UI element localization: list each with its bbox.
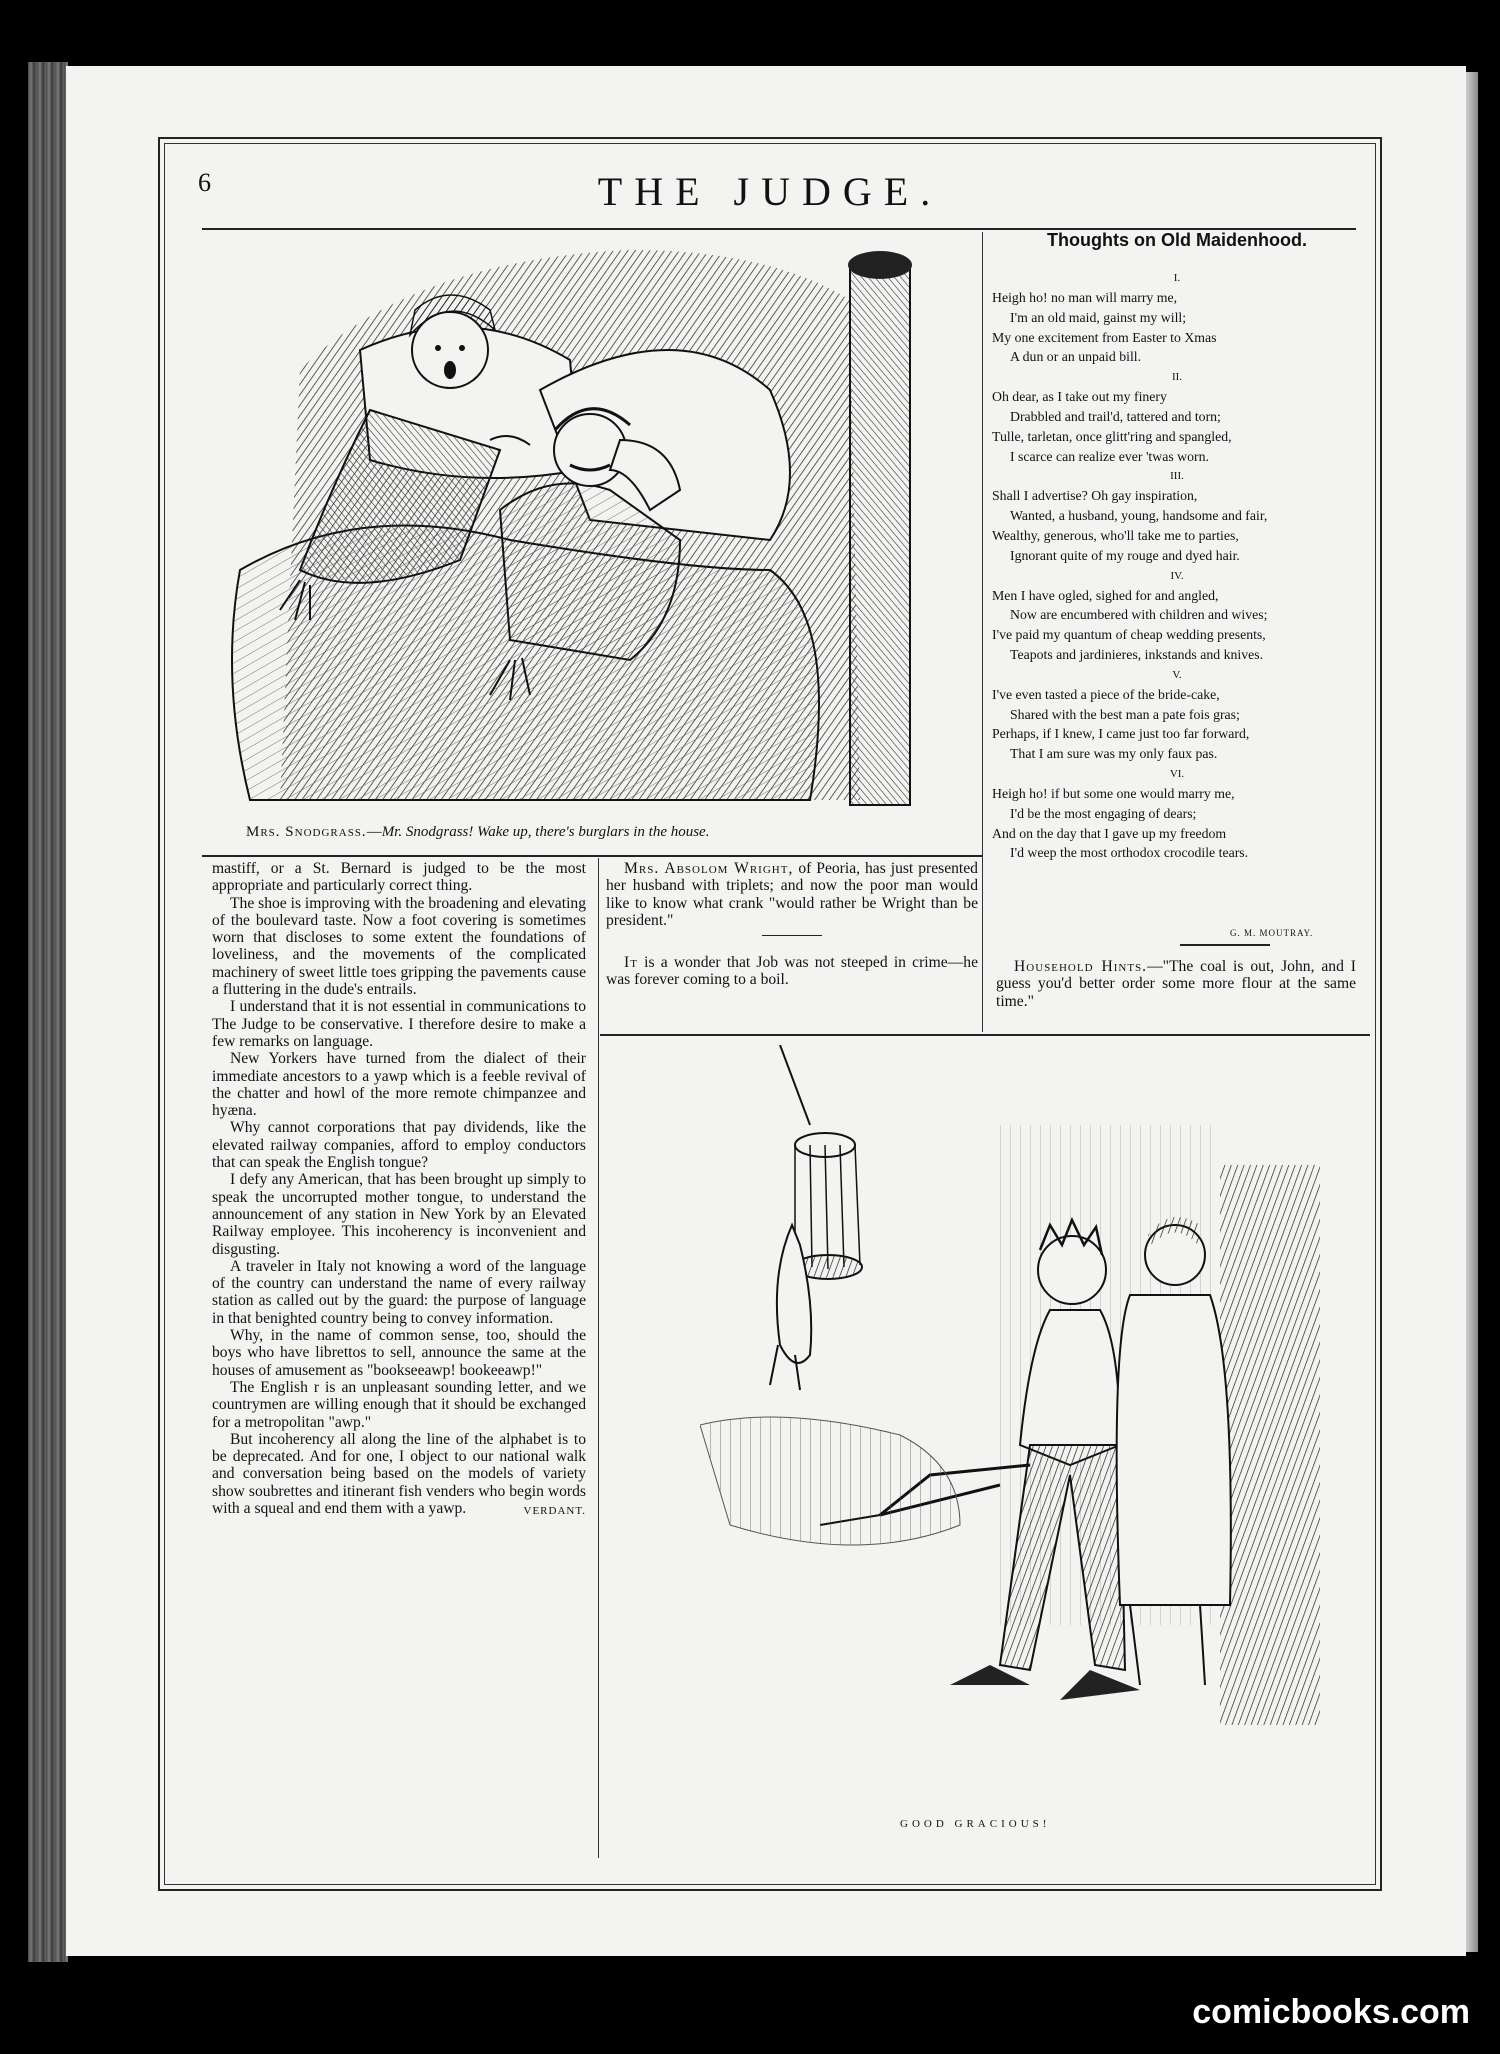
article-paragraph: Why, in the name of common sense, too, should the boys who have librettos to sell, announce the same at the houses of amusement as "bookseeawp! bookeeawp!" [212, 1327, 586, 1379]
watermark: comicbooks.com [1192, 1993, 1470, 2031]
poem-line: I'm an old maid, gainst my will; [1010, 309, 1187, 325]
poem-line: I scarce can realize ever 'twas worn. [1010, 448, 1209, 464]
item-lead: Mrs. Absolom Wright, [624, 860, 794, 877]
caption-dash: — [366, 824, 382, 840]
poem-author: G. M. MOUTRAY. [1230, 928, 1314, 938]
poem-end-rule [1180, 944, 1270, 946]
poem-title: Thoughts on Old Maidenhood. [1047, 230, 1307, 250]
article-paragraph: Why cannot corporations that pay dividends, like the elevated railway companies, afford to employ conductors that can speak the English tongue? [212, 1119, 586, 1172]
column-divider-left [598, 858, 599, 1858]
article-signature: VERDANT. [523, 1505, 586, 1518]
poem-line: I've paid my quantum of cheap wedding presents, [992, 627, 1266, 643]
item-lead: It [624, 954, 638, 972]
top-illustration-caption [246, 824, 709, 841]
stanza-number: II. [1171, 371, 1183, 384]
stanza-number: V. [1172, 668, 1182, 681]
poem-line: Heigh ho! no man will marry me, [992, 290, 1178, 305]
caption-dialogue: Mr. Snodgrass! Wake up, there's burglars in the house. [381, 824, 710, 840]
middle-column [606, 860, 978, 989]
poem-line: Now are encumbered with children and wives; [1010, 607, 1268, 623]
poem-line: Teapots and jardinieres, inkstands and knives. [1010, 646, 1264, 662]
article-paragraph: New Yorkers have turned from the dialect of their immediate ancestors to a yawp which is a feeble revival of the chatter and howl of the more remote chimpanzee and hyæna. [212, 1050, 586, 1120]
page-number: 6 [198, 168, 211, 197]
poem-line: Shared with the best man a pate fois gras; [1010, 706, 1240, 722]
caption-speaker: Mrs. Snodgrass. [246, 824, 367, 840]
poem-line: That I am sure was my only faux pas. [1010, 746, 1218, 762]
article-paragraph: I understand that it is not essential in communications to The Judge to be conservative. I therefore desire to make a few remarks on language. [212, 998, 586, 1050]
article-paragraph: A traveler in Italy not knowing a word of the language of the country can understand the name of every railway station as called out by the guard: the purpose of language in that benighted country being to convey information. [212, 1257, 586, 1327]
poem-stanza [992, 665, 1362, 764]
poem-line: I've even tasted a piece of the bride-cake, [992, 686, 1220, 702]
bottom-illustration-caption: GOOD GRACIOUS! [900, 1818, 1051, 1830]
poem-line: Heigh ho! if but some one would marry me, [992, 785, 1235, 801]
poem-stanza [992, 367, 1362, 466]
masthead: THE JUDGE. [597, 169, 943, 214]
stanza-number: III. [1170, 470, 1184, 483]
poem-line: Drabbled and trail'd, tattered and torn; [1010, 408, 1221, 424]
household-lead: Household Hints. [1014, 958, 1148, 975]
caption-rule [202, 855, 982, 857]
poem-line: Perhaps, if I knew, I came just too far forward, [992, 726, 1250, 742]
poem-line: I'd weep the most orthodox crocodile tears. [1010, 845, 1249, 861]
column-divider-right [982, 232, 983, 1032]
poem-stanza [992, 268, 1362, 367]
poem-line: Wealthy, generous, who'll take me to parties, [992, 527, 1239, 543]
article-paragraph: But incoherency all along the line of the alphabet is to be deprecated. And for one, I object to our national walk and conversation being based on the models of variety show soubrettes and itinerant fish venders who begin words with a squeal and end them with a yawp. [212, 1430, 586, 1517]
poem-line: I'd be the most engaging of dears; [1010, 805, 1197, 821]
page-edge [1466, 72, 1478, 1952]
birdcage-illustration [700, 1045, 1360, 1805]
item-text: of Peoria, has just presented her husband with triplets; and now the poor man would like to know what crank "would rather be Wright than be president." [606, 860, 978, 929]
poem-line: A dun or an unpaid bill. [1010, 349, 1142, 365]
bed-illustration [210, 240, 970, 815]
news-item [606, 860, 978, 929]
poem-line: Ignorant quite of my rouge and dyed hair. [1010, 547, 1240, 563]
left-column-article [212, 860, 586, 1521]
poem-line: My one excitement from Easter to Xmas [992, 329, 1217, 345]
poem-stanza [992, 764, 1362, 863]
poem-stanza [992, 466, 1362, 565]
article-paragraph: mastiff, or a St. Bernard is judged to be the most appropriate and particularly correct thing. [212, 860, 586, 895]
poem-stanza [992, 566, 1362, 665]
news-item [606, 954, 978, 989]
section-rule [600, 1034, 1370, 1036]
item-separator [762, 935, 822, 936]
poem-line: And on the day that I gave up my freedom [992, 825, 1227, 841]
article-paragraph: The shoe is improving with the broadening and elevating of the boulevard taste. Now a foot covering is sometimes worn that discloses to some extent the foundations of loveliness, and the movements of the complicated machinery of sweet little toes gripping the pavements cause a fluttering in the dude's entrails. [212, 894, 586, 999]
household-hints [996, 958, 1356, 1010]
household-text: —"The coal is out, John, and I guess you'd better order some more flour at the same time." [996, 958, 1356, 1010]
poem-line: Men I have ogled, sighed for and angled, [992, 587, 1219, 603]
stanza-number: I. [1173, 272, 1181, 284]
item-text: is a wonder that Job was not steeped in crime—he was forever coming to a boil. [606, 954, 978, 989]
stanza-number: IV. [1170, 569, 1184, 582]
article-paragraph: I defy any American, that has been brought up simply to speak the uncorrupted mother tongue, to understand the announcement of any station in New York by an Elevated Railway employee. This incoherency is inconvenient and disgusting. [212, 1171, 586, 1258]
poem-line: Tulle, tarletan, once glitt'ring and spangled, [992, 428, 1232, 444]
stanza-number: VI. [1169, 767, 1185, 780]
poem-line: Wanted, a husband, young, handsome and fair, [1010, 508, 1268, 524]
poem-line: Oh dear, as I take out my finery [992, 389, 1167, 405]
book-spine [28, 62, 68, 1962]
article-paragraph: The English r is an unpleasant sounding letter, and we countrymen are willing enough that it should be exchanged for a metropolitan "awp." [212, 1378, 586, 1431]
poem-line: Shall I advertise? Oh gay inspiration, [992, 488, 1198, 504]
poem-body [992, 268, 1362, 863]
